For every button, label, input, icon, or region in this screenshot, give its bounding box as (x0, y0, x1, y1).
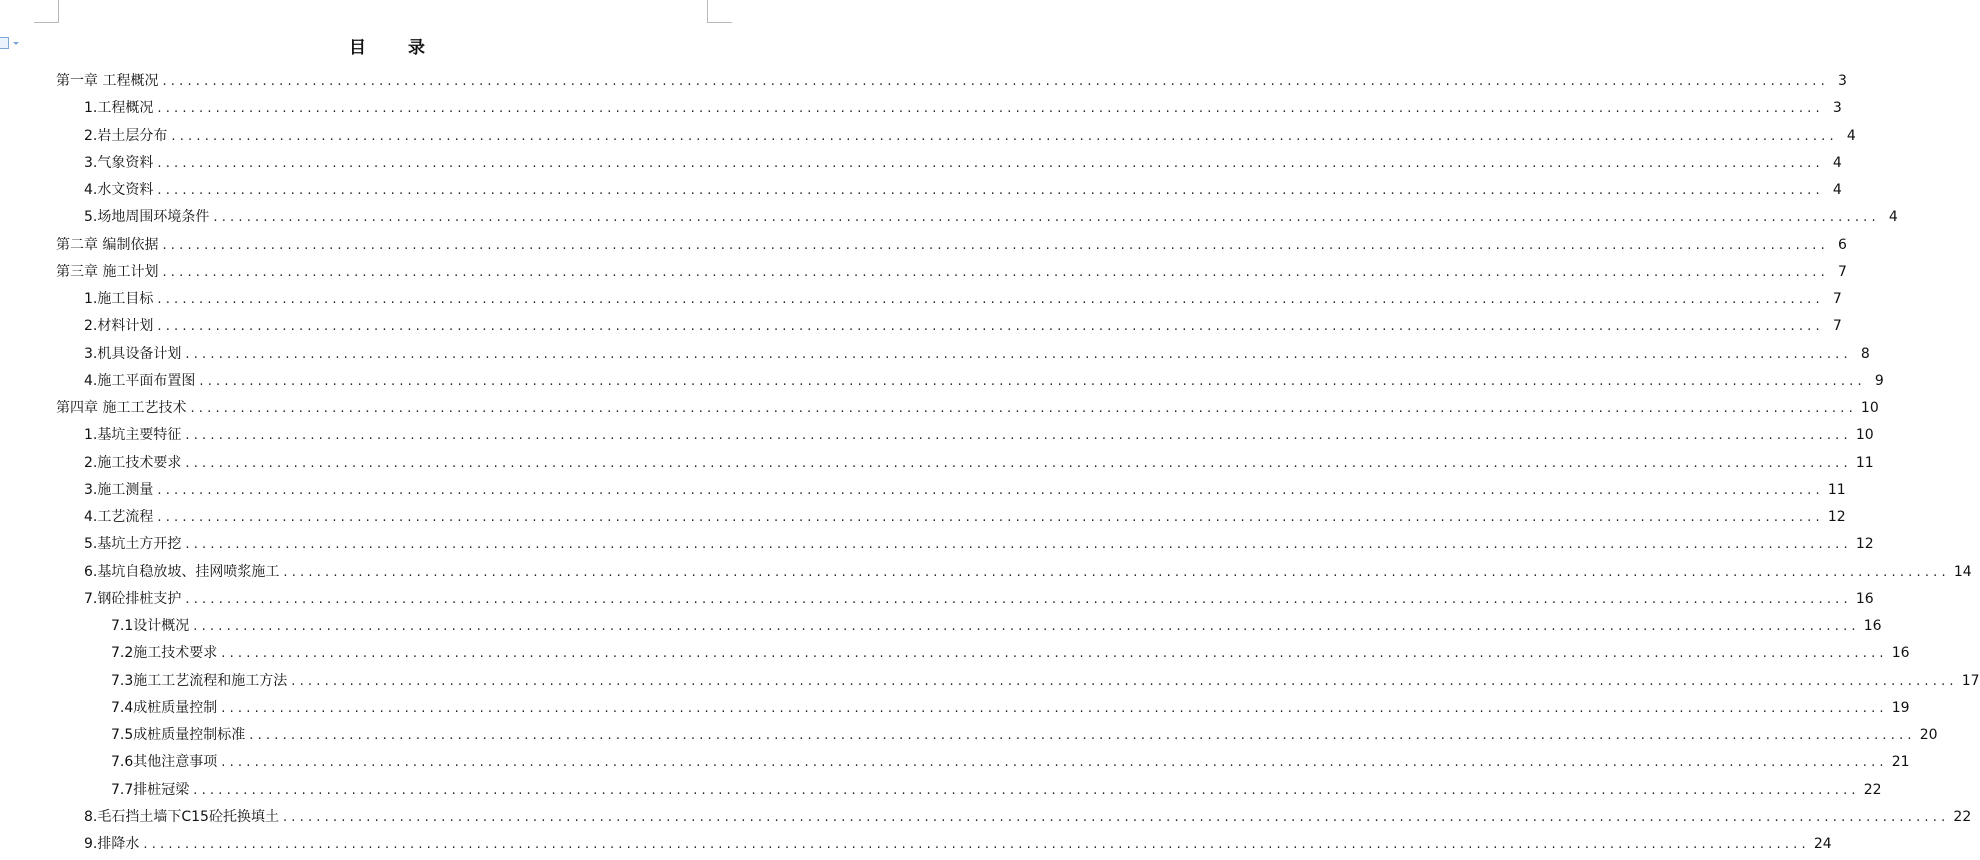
toc-entry-label: 7.6其他注意事项 (111, 754, 218, 771)
toc-entry[interactable] (111, 613, 1882, 639)
toc-entry-page-number: 24 (1813, 836, 1832, 852)
toc-entry[interactable] (111, 640, 1910, 666)
toc-dot-leader: ........................................................................................................................................................................................................ (185, 455, 1852, 471)
toc-entry-label: 5.基坑土方开挖 (84, 536, 182, 553)
toc-entry-page-number: 12 (1827, 509, 1846, 525)
toc-entry-label: 6.基坑自稳放坡、挂网喷浆施工 (84, 563, 280, 580)
toc-entry-label: 7.3施工工艺流程和施工方法 (111, 672, 288, 689)
toc-dot-leader: ........................................................................................................................................................................................................ (157, 101, 1824, 117)
toc-entry-page-number: 6 (1838, 236, 1847, 253)
toc-entry-page-number: 16 (1863, 618, 1882, 634)
toc-entry-page-number: 19 (1891, 699, 1910, 716)
toc-dot-leader: ........................................................................................................................................................................................................ (157, 292, 1824, 307)
toc-dot-leader: ........................................................................................................................................................................................................ (199, 373, 1866, 389)
toc-entry-label: 第三章 施工计划 (56, 263, 159, 280)
toc-dot-leader: ........................................................................................................................................................................................................ (221, 755, 1888, 771)
toc-entry-label: 第一章 工程概况 (56, 73, 159, 89)
toc-entry-label: 7.4成桩质量控制 (111, 699, 218, 716)
toc-entry-page-number: 7 (1838, 263, 1847, 280)
toc-entry[interactable] (84, 177, 1842, 203)
toc-entry-label: 2.岩土层分布 (84, 127, 168, 144)
toc-entry-page-number: 17 (1961, 672, 1980, 689)
toc-dot-leader: ........................................................................................................................................................................................................ (282, 809, 1950, 825)
toc-entry-page-number: 9 (1874, 372, 1884, 389)
toc-entry-page-number: 8 (1860, 345, 1870, 362)
toc-entry[interactable] (111, 777, 1882, 803)
toc-entry[interactable] (84, 204, 1898, 230)
toc-entry[interactable] (56, 68, 1847, 94)
toc-dot-leader: ........................................................................................................................................................................................................ (193, 619, 1860, 634)
toc-entry-page-number: 12 (1855, 536, 1874, 553)
toc-entry-label: 9.排降水 (84, 836, 140, 852)
toc-entry[interactable] (84, 150, 1842, 176)
toc-dot-leader: ........................................................................................................................................................................................................ (291, 673, 1958, 689)
toc-entry[interactable] (84, 123, 1856, 149)
toc-entry-label: 3.气象资料 (84, 154, 154, 171)
toc-entry-page-number: 11 (1855, 454, 1874, 471)
toc-entry-page-number: 16 (1891, 645, 1910, 662)
toc-dot-leader: ........................................................................................................................................................................................................ (185, 428, 1852, 444)
toc-dot-leader: ........................................................................................................................................................................................................ (162, 74, 1829, 89)
toc-entry-page-number: 21 (1891, 754, 1910, 771)
toc-entry[interactable] (111, 722, 1938, 748)
toc-entry-page-number: 10 (1860, 400, 1879, 416)
toc-entry-page-number: 7 (1832, 291, 1842, 307)
toc-entry-label: 1.基坑主要特征 (84, 427, 182, 444)
toc-entry[interactable] (84, 341, 1870, 367)
toc-entry-page-number: 4 (1846, 127, 1856, 144)
toc-entry-label: 7.7排桩冠梁 (111, 781, 190, 798)
toc-dot-leader: ........................................................................................................................................................................................................ (185, 346, 1852, 362)
toc-entry[interactable] (84, 95, 1842, 121)
toc-dot-leader: ........................................................................................................................................................................................................ (213, 210, 1880, 226)
toc-dot-leader: ........................................................................................................................................................................................................ (143, 837, 1810, 852)
toc-entry[interactable] (84, 286, 1842, 312)
toc-entry-label: 7.5成桩质量控制标准 (111, 727, 246, 743)
toc-entry-page-number: 10 (1855, 427, 1874, 444)
toc-entry[interactable] (56, 232, 1847, 258)
toc-entry-label: 7.1设计概况 (111, 618, 190, 634)
toc-dot-leader: ........................................................................................................................................................................................................ (171, 128, 1838, 144)
toc-entry-page-number: 4 (1888, 209, 1898, 226)
toc-entry-label: 2.材料计划 (84, 318, 154, 335)
toc-dot-leader: ........................................................................................................................................................................................................ (193, 782, 1860, 798)
toc-dot-leader: ........................................................................................................................................................................................................ (221, 646, 1888, 662)
toc-entry-label: 1.工程概况 (84, 100, 154, 117)
toc-entry-label: 7.钢砼排桩支护 (84, 590, 182, 607)
toc-dot-leader: ........................................................................................................................................................................................................ (162, 237, 1829, 253)
toc-dot-leader: ........................................................................................................................................................................................................ (157, 319, 1824, 335)
toc-title: 目 录 (349, 38, 443, 58)
toc-entry-page-number: 14 (1953, 563, 1972, 580)
toc-entry[interactable] (84, 477, 1846, 503)
toc-dot-leader: ........................................................................................................................................................................................................ (162, 264, 1829, 280)
toc-entry[interactable] (56, 395, 1879, 421)
toc-entry-page-number: 7 (1832, 318, 1842, 335)
toc-entry[interactable] (84, 504, 1846, 530)
toc-entry[interactable] (84, 368, 1884, 394)
toc-entry-label: 4.施工平面布置图 (84, 372, 196, 389)
toc-dot-leader: ........................................................................................................................................................................................................ (190, 401, 1857, 416)
toc-dot-leader: ........................................................................................................................................................................................................ (185, 537, 1852, 553)
toc-entry[interactable] (84, 313, 1842, 339)
toc-entry-label: 1.施工目标 (84, 291, 154, 307)
toc-entry-page-number: 11 (1827, 481, 1846, 498)
crop-mark-top-left (34, 0, 59, 23)
toc-entry-page-number: 22 (1863, 781, 1882, 798)
toc-dot-leader: ........................................................................................................................................................................................................ (157, 510, 1824, 525)
toc-entry-page-number: 4 (1832, 154, 1842, 171)
toc-dot-leader: ........................................................................................................................................................................................................ (157, 482, 1824, 498)
toc-entry-page-number: 4 (1832, 182, 1842, 198)
toc-entry[interactable] (84, 586, 1874, 612)
toc-entry[interactable] (84, 559, 1972, 585)
toc-entry[interactable] (111, 668, 1980, 694)
toc-entry-label: 第四章 施工工艺技术 (56, 400, 187, 416)
toc-dot-leader: ........................................................................................................................................................................................................ (157, 183, 1824, 198)
toc-entry[interactable] (84, 422, 1874, 448)
toc-dot-leader: ........................................................................................................................................................................................................ (283, 564, 1950, 580)
toc-entry-label: 7.2施工技术要求 (111, 645, 218, 662)
toc-dot-leader: ........................................................................................................................................................................................................ (221, 700, 1888, 716)
toc-entry-page-number: 3 (1832, 100, 1842, 117)
toc-entry[interactable] (111, 749, 1910, 775)
toc-entry-label: 第二章 编制依据 (56, 236, 159, 253)
toc-entry-label: 2.施工技术要求 (84, 454, 182, 471)
toc-entry-label: 3.施工测量 (84, 481, 154, 498)
toc-entry-page-number: 16 (1855, 590, 1874, 607)
toc-entry-label: 4.工艺流程 (84, 509, 154, 525)
toc-dot-leader: ........................................................................................................................................................................................................ (249, 728, 1916, 743)
crop-mark-top-right (707, 0, 732, 23)
toc-entry[interactable] (84, 450, 1874, 476)
toc-entry-page-number: 22 (1953, 808, 1972, 825)
toc-entry[interactable] (111, 695, 1910, 721)
toc-entry-label: 8.毛石挡土墙下C15砼托换填土 (84, 808, 279, 825)
toc-entry[interactable] (84, 531, 1874, 557)
toc-entry-page-number: 20 (1919, 727, 1938, 743)
toc-entry[interactable] (84, 804, 1972, 830)
toc-entry-label: 4.水文资料 (84, 182, 154, 198)
toc-entry-page-number: 3 (1838, 73, 1847, 89)
toc-dot-leader: ........................................................................................................................................................................................................ (157, 155, 1824, 171)
toc-dot-leader: ........................................................................................................................................................................................................ (185, 591, 1852, 607)
toc-entry-label: 3.机具设备计划 (84, 345, 182, 362)
toc-entry-label: 5.场地周围环境条件 (84, 209, 210, 226)
toc-entry[interactable] (84, 831, 1832, 857)
toc-entry[interactable] (56, 259, 1847, 285)
